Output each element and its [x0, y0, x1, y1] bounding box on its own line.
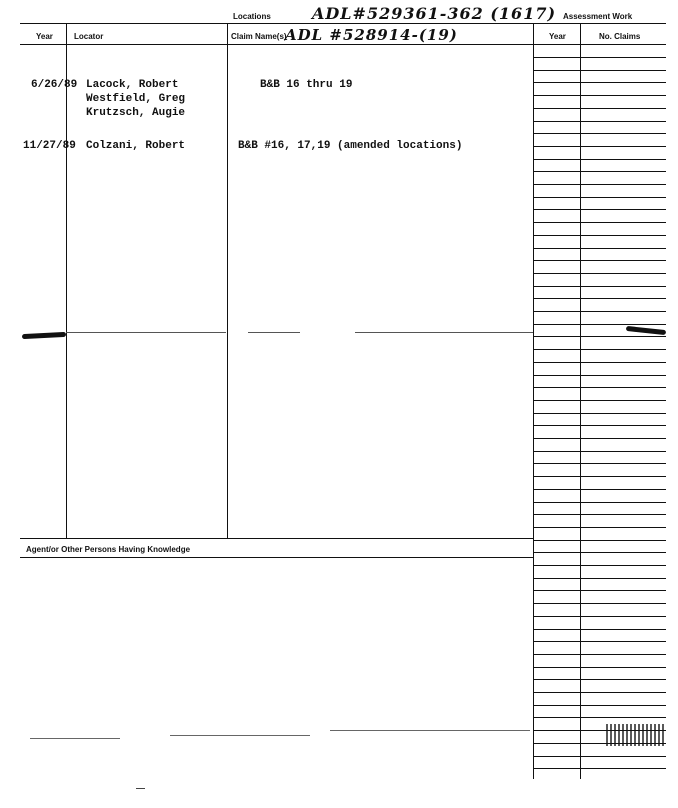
assessment-row-line	[533, 768, 666, 769]
assessment-row-line	[533, 489, 666, 490]
assessment-row-line	[533, 171, 666, 172]
assessment-row-line	[533, 108, 666, 109]
assessment-row-line	[533, 438, 666, 439]
assessment-row-line	[533, 121, 666, 122]
assessment-row-line	[533, 286, 666, 287]
entry-claims: B&B 16 thru 19	[260, 79, 353, 91]
assessment-row-line	[533, 616, 666, 617]
assessment-row-line	[533, 717, 666, 718]
assessment-row-line	[533, 349, 666, 350]
assessment-row-line	[533, 260, 666, 261]
assessment-row-line	[533, 552, 666, 553]
assessment-left-border	[533, 24, 534, 779]
assessment-row-line	[533, 514, 666, 515]
scan-artifact-line	[170, 735, 310, 736]
assessment-row-line	[533, 743, 666, 744]
assessment-row-line	[533, 311, 666, 312]
assessment-work-label: Assessment Work	[563, 12, 633, 21]
header-bottom-rule	[20, 44, 666, 45]
assessment-row-line	[533, 730, 666, 731]
assessment-row-line	[533, 692, 666, 693]
assessment-row-line	[533, 209, 666, 210]
assessment-row-line	[533, 159, 666, 160]
assessment-row-line	[533, 451, 666, 452]
assessment-row-line	[533, 502, 666, 503]
assessment-row-line	[533, 375, 666, 376]
assessment-row-line	[533, 463, 666, 464]
assessment-row-line	[533, 540, 666, 541]
assessment-row-line	[533, 756, 666, 757]
assessment-row-line	[533, 400, 666, 401]
assessment-row-line	[533, 336, 666, 337]
assessment-row-line	[533, 222, 666, 223]
locator-column-header: Locator	[74, 32, 104, 41]
entry-locator: Westfield, Greg	[86, 93, 186, 105]
entry-locator: Colzani, Robert	[86, 140, 186, 152]
assessment-row-line	[533, 578, 666, 579]
entry-date: 11/27/89	[23, 140, 76, 152]
agent-section-rule	[20, 557, 533, 558]
assessment-row-line	[533, 603, 666, 604]
assessment-row-line	[533, 679, 666, 680]
assessment-row-line	[533, 324, 666, 325]
assessment-row-line	[533, 82, 666, 83]
fold-line	[66, 332, 226, 333]
fold-mark-right	[626, 326, 666, 335]
assessment-row-line	[533, 387, 666, 388]
assessment-row-line	[533, 57, 666, 58]
assessment-row-line	[533, 654, 666, 655]
assessment-row-line	[533, 133, 666, 134]
assessment-row-line	[533, 425, 666, 426]
year-column-header: Year	[36, 32, 53, 41]
entry-date: 6/26/89	[31, 79, 78, 91]
assessment-row-line	[533, 70, 666, 71]
assessment-row-line	[533, 641, 666, 642]
locations-handwritten-value: ADL#529361-362 (1617)	[312, 4, 557, 23]
assessment-row-line	[533, 476, 666, 477]
scan-artifact-line	[30, 738, 120, 739]
assessment-row-line	[533, 95, 666, 96]
fold-line	[355, 332, 533, 333]
assessment-row-line	[533, 235, 666, 236]
assessment-row-line	[533, 705, 666, 706]
assessment-row-line	[533, 667, 666, 668]
assessment-row-line	[533, 273, 666, 274]
assessment-row-line	[533, 197, 666, 198]
assessment-row-line	[533, 146, 666, 147]
no-claims-column-header: No. Claims	[599, 32, 641, 41]
assessment-row-line	[533, 298, 666, 299]
assessment-row-line	[533, 248, 666, 249]
assessment-row-line	[533, 565, 666, 566]
fold-line	[248, 332, 300, 333]
assessment-row-line	[533, 590, 666, 591]
header-top-rule	[20, 23, 666, 24]
assessment-row-line	[533, 362, 666, 363]
locator-claims-divider	[227, 24, 228, 538]
scan-artifact-line	[136, 788, 145, 789]
assessment-row-line	[533, 413, 666, 414]
assessment-column-divider	[580, 24, 581, 779]
fold-mark-left	[22, 332, 66, 339]
scan-artifact-line	[330, 730, 530, 731]
claim-names-column-header: Claim Name(s)	[231, 32, 287, 41]
entry-claims: B&B #16, 17,19 (amended locations)	[238, 140, 463, 152]
year-locator-divider	[66, 24, 67, 538]
assessment-row-line	[533, 184, 666, 185]
assessment-year-column-header: Year	[549, 32, 566, 41]
assessment-row-line	[533, 629, 666, 630]
locations-section-bottom-rule	[20, 538, 533, 539]
assessment-row-line	[533, 527, 666, 528]
agent-knowledge-label: Agent/or Other Persons Having Knowledge	[26, 545, 191, 554]
entry-locator: Krutzsch, Augie	[86, 107, 186, 119]
entry-locator: Lacock, Robert	[86, 79, 179, 91]
claim-names-handwritten-value: ADL #528914-(19)	[285, 26, 458, 44]
locations-label: Locations	[233, 12, 271, 21]
